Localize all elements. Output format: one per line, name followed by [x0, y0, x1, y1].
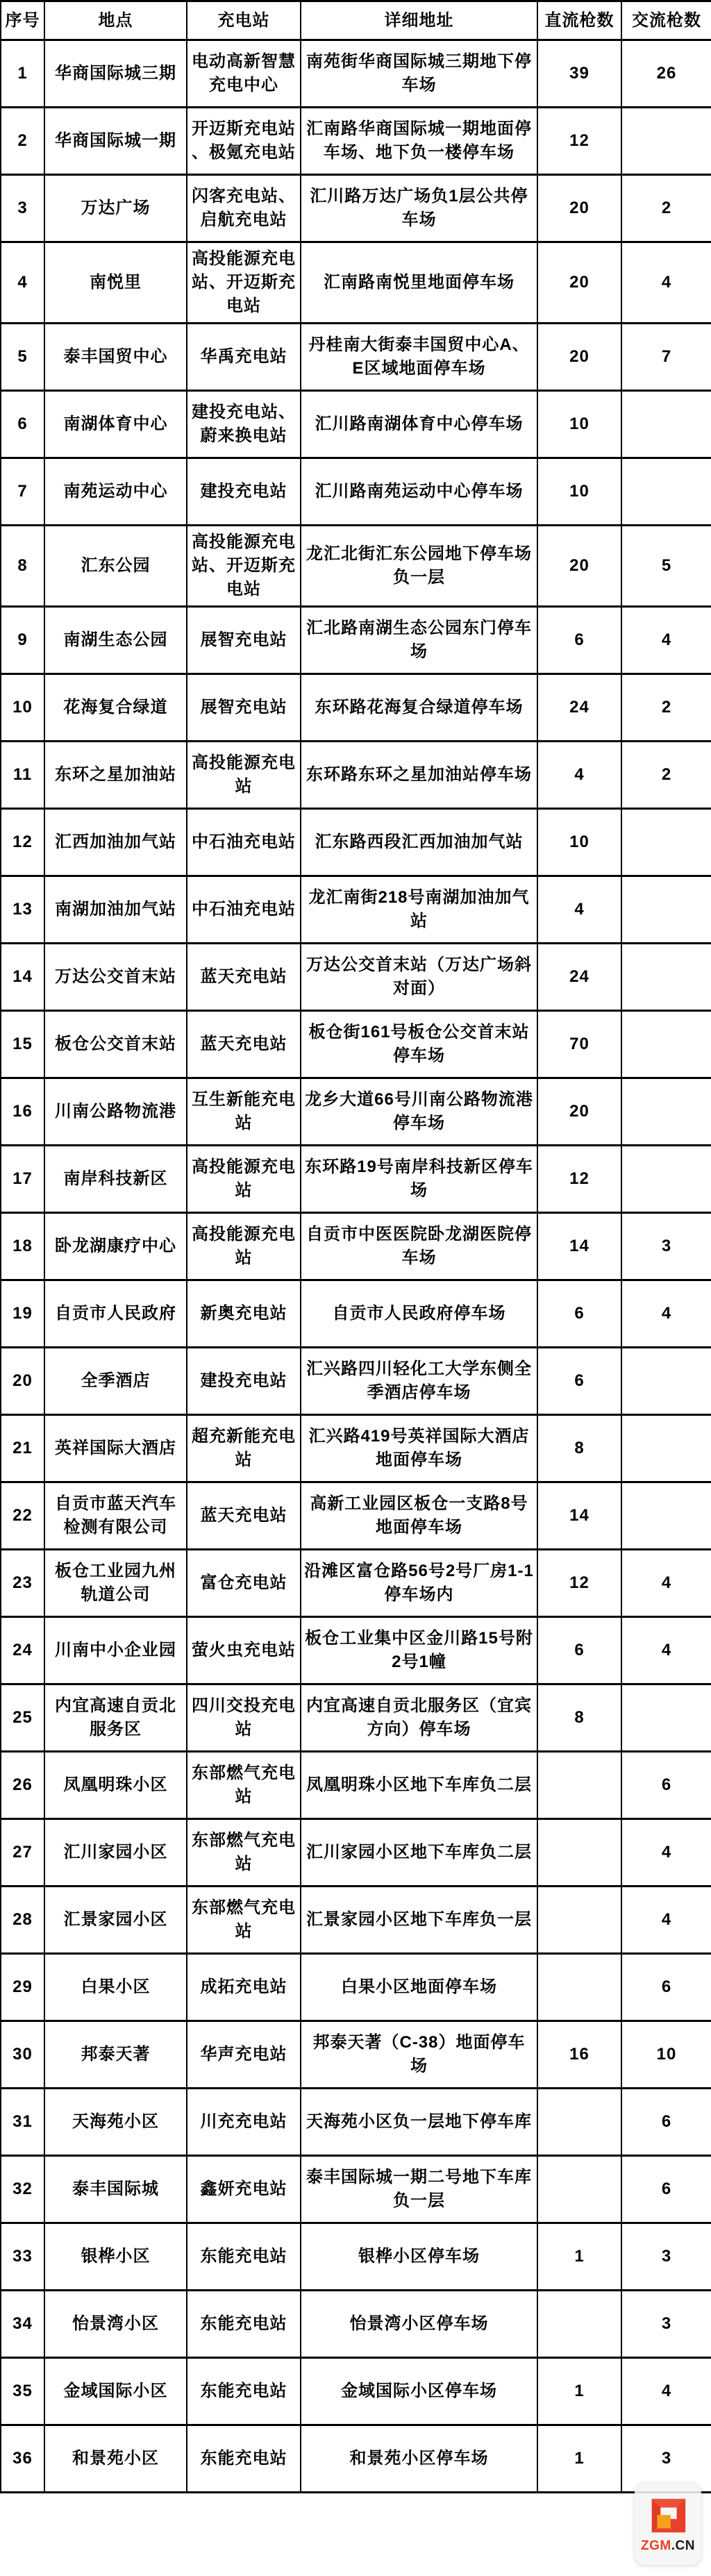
cell-ac-guns [621, 108, 711, 175]
cell-ac-guns: 6 [621, 2156, 711, 2223]
cell-ac-guns: 6 [621, 1752, 711, 1819]
cell-index: 31 [1, 2089, 44, 2156]
cell-index: 36 [1, 2425, 44, 2493]
cell-ac-guns [621, 1078, 711, 1146]
cell-station: 建投充电站、蔚来换电站 [187, 391, 301, 458]
cell-index: 4 [1, 242, 44, 324]
cell-dc-guns [537, 1954, 621, 2021]
cell-location: 万达广场 [44, 175, 187, 242]
col-header-ac-guns: 交流枪数 [621, 1, 711, 40]
cell-ac-guns: 3 [621, 1213, 711, 1280]
cell-dc-guns: 1 [537, 2223, 621, 2291]
cell-location: 全季酒店 [44, 1348, 187, 1415]
cell-address: 内宜高速自贡北服务区（宜宾方向）停车场 [301, 1684, 537, 1752]
cell-location: 南苑运动中心 [44, 458, 187, 526]
cell-station: 川充充电站 [187, 2089, 301, 2156]
cell-station: 华声充电站 [187, 2021, 301, 2089]
cell-ac-guns [621, 876, 711, 944]
cell-station: 闪客充电站、启航充电站 [187, 175, 301, 242]
table-row [1, 1617, 711, 1684]
cell-location: 板仓公交首末站 [44, 1011, 187, 1078]
cell-location: 自贡市人民政府 [44, 1280, 187, 1348]
cell-dc-guns: 4 [537, 876, 621, 944]
table-row [1, 175, 711, 242]
zgm-logo-icon [646, 2495, 689, 2538]
cell-address: 板仓街161号板仓公交首末站停车场 [301, 1011, 537, 1078]
cell-location: 板仓工业园九州轨道公司 [44, 1550, 187, 1617]
cell-location: 汇川家园小区 [44, 1819, 187, 1887]
cell-index: 25 [1, 1684, 44, 1752]
table-row [1, 809, 711, 876]
table-row [1, 1954, 711, 2021]
cell-station: 东能充电站 [187, 2358, 301, 2425]
cell-location: 银桦小区 [44, 2223, 187, 2291]
cell-address: 板仓工业集中区金川路15号附2号1幢 [301, 1617, 537, 1684]
cell-address: 汇南路华商国际城一期地面停车场、地下负一楼停车场 [301, 108, 537, 175]
cell-location: 泰丰国贸中心 [44, 324, 187, 391]
cell-station: 展智充电站 [187, 674, 301, 742]
cell-location: 凤凰明珠小区 [44, 1752, 187, 1819]
cell-station: 高投能源充电站、开迈斯充电站 [187, 526, 301, 607]
cell-dc-guns: 10 [537, 458, 621, 526]
col-header-index: 序号 [1, 1, 44, 40]
cell-address: 凤凰明珠小区地下车库负二层 [301, 1752, 537, 1819]
cell-location: 卧龙湖康疗中心 [44, 1213, 187, 1280]
cell-address: 龙汇北街汇东公园地下停车场负一层 [301, 526, 537, 607]
cell-dc-guns: 8 [537, 1415, 621, 1482]
cell-station: 建投充电站 [187, 1348, 301, 1415]
cell-index: 6 [1, 391, 44, 458]
cell-ac-guns: 4 [621, 242, 711, 324]
cell-address: 汇川路南苑运动中心停车场 [301, 458, 537, 526]
cell-address: 怡景湾小区停车场 [301, 2291, 537, 2358]
table-row [1, 1819, 711, 1887]
cell-station: 四川交投充电站 [187, 1684, 301, 1752]
cell-station: 高投能源充电站、开迈斯充电站 [187, 242, 301, 324]
table-row [1, 2021, 711, 2089]
cell-station: 东部燃气充电站 [187, 1819, 301, 1887]
table-row [1, 40, 711, 108]
cell-location: 华商国际城一期 [44, 108, 187, 175]
cell-address: 自贡市中医医院卧龙湖医院停车场 [301, 1213, 537, 1280]
cell-station: 东能充电站 [187, 2291, 301, 2358]
table-row [1, 674, 711, 742]
cell-dc-guns [537, 2089, 621, 2156]
cell-location: 万达公交首末站 [44, 944, 187, 1011]
cell-location: 自贡市蓝天汽车检测有限公司 [44, 1482, 187, 1550]
cell-address: 自贡市人民政府停车场 [301, 1280, 537, 1348]
cell-dc-guns: 20 [537, 324, 621, 391]
cell-address: 汇北路南湖生态公园东门停车场 [301, 607, 537, 674]
cell-station: 新奥充电站 [187, 1280, 301, 1348]
cell-index: 1 [1, 40, 44, 108]
table-row [1, 2089, 711, 2156]
table-row [1, 458, 711, 526]
cell-location: 南湖生态公园 [44, 607, 187, 674]
table-row [1, 876, 711, 944]
cell-ac-guns: 6 [621, 1954, 711, 2021]
cell-index: 21 [1, 1415, 44, 1482]
cell-ac-guns: 3 [621, 2291, 711, 2358]
cell-address: 和景苑小区停车场 [301, 2425, 537, 2493]
cell-address: 银桦小区停车场 [301, 2223, 537, 2291]
cell-index: 32 [1, 2156, 44, 2223]
cell-address: 汇南路南悦里地面停车场 [301, 242, 537, 324]
cell-index: 30 [1, 2021, 44, 2089]
table-row [1, 1280, 711, 1348]
cell-station: 蓝天充电站 [187, 1011, 301, 1078]
cell-index: 12 [1, 809, 44, 876]
cell-station: 高投能源充电站 [187, 1213, 301, 1280]
cell-dc-guns: 6 [537, 607, 621, 674]
cell-station: 展智充电站 [187, 607, 301, 674]
cell-station: 互生新能充电站 [187, 1078, 301, 1146]
cell-station: 中石油充电站 [187, 809, 301, 876]
cell-location: 白果小区 [44, 1954, 187, 2021]
cell-location: 南湖加油加气站 [44, 876, 187, 944]
cell-address: 东环路19号南岸科技新区停车场 [301, 1146, 537, 1213]
table-row [1, 108, 711, 175]
cell-address: 天海苑小区负一层地下停车库 [301, 2089, 537, 2156]
cell-ac-guns [621, 1146, 711, 1213]
cell-index: 35 [1, 2358, 44, 2425]
cell-location: 邦泰天著 [44, 2021, 187, 2089]
cell-station: 蓝天充电站 [187, 944, 301, 1011]
cell-location: 东环之星加油站 [44, 742, 187, 809]
cell-address: 龙乡大道66号川南公路物流港停车场 [301, 1078, 537, 1146]
cell-index: 15 [1, 1011, 44, 1078]
cell-index: 17 [1, 1146, 44, 1213]
cell-station: 东部燃气充电站 [187, 1752, 301, 1819]
cell-dc-guns: 24 [537, 674, 621, 742]
cell-location: 泰丰国际城 [44, 2156, 187, 2223]
cell-address: 汇川路万达广场负1层公共停车场 [301, 175, 537, 242]
table-row [1, 391, 711, 458]
cell-dc-guns: 6 [537, 1280, 621, 1348]
cell-dc-guns [537, 1752, 621, 1819]
cell-dc-guns: 12 [537, 108, 621, 175]
cell-ac-guns: 2 [621, 175, 711, 242]
cell-ac-guns [621, 1684, 711, 1752]
cell-address: 泰丰国际城一期二号地下车库负一层 [301, 2156, 537, 2223]
cell-address: 汇兴路四川轻化工大学东侧全季酒店停车场 [301, 1348, 537, 1415]
table-row [1, 1415, 711, 1482]
cell-index: 29 [1, 1954, 44, 2021]
table-row [1, 742, 711, 809]
cell-dc-guns [537, 2291, 621, 2358]
cell-address: 东环路东环之星加油站停车场 [301, 742, 537, 809]
cell-location: 金域国际小区 [44, 2358, 187, 2425]
cell-location: 川南中小企业园 [44, 1617, 187, 1684]
cell-location: 怡景湾小区 [44, 2291, 187, 2358]
cell-index: 23 [1, 1550, 44, 1617]
cell-location: 华商国际城三期 [44, 40, 187, 108]
table-row [1, 1213, 711, 1280]
cell-address: 高新工业园区板仓一支路8号地面停车场 [301, 1482, 537, 1550]
cell-ac-guns [621, 458, 711, 526]
cell-station: 鑫妍充电站 [187, 2156, 301, 2223]
cell-address: 白果小区地面停车场 [301, 1954, 537, 2021]
cell-location: 南湖体育中心 [44, 391, 187, 458]
table-row [1, 1887, 711, 1954]
cell-station: 东能充电站 [187, 2425, 301, 2493]
cell-dc-guns: 1 [537, 2358, 621, 2425]
cell-dc-guns: 6 [537, 1348, 621, 1415]
cell-index: 13 [1, 876, 44, 944]
cell-dc-guns: 24 [537, 944, 621, 1011]
cell-index: 33 [1, 2223, 44, 2291]
cell-ac-guns: 6 [621, 2089, 711, 2156]
cell-dc-guns: 10 [537, 391, 621, 458]
table-row [1, 1146, 711, 1213]
cell-index: 10 [1, 674, 44, 742]
cell-index: 19 [1, 1280, 44, 1348]
cell-ac-guns [621, 944, 711, 1011]
table-row [1, 1011, 711, 1078]
cell-ac-guns: 4 [621, 1550, 711, 1617]
cell-index: 5 [1, 324, 44, 391]
cell-ac-guns: 4 [621, 2358, 711, 2425]
cell-index: 22 [1, 1482, 44, 1550]
cell-location: 英祥国际大酒店 [44, 1415, 187, 1482]
cell-index: 26 [1, 1752, 44, 1819]
cell-location: 南悦里 [44, 242, 187, 324]
cell-location: 汇西加油加气站 [44, 809, 187, 876]
cell-dc-guns: 6 [537, 1617, 621, 1684]
cell-station: 超充新能充电站 [187, 1415, 301, 1482]
cell-address: 汇川路南湖体育中心停车场 [301, 391, 537, 458]
table-row [1, 526, 711, 607]
col-header-address: 详细地址 [301, 1, 537, 40]
cell-location: 内宜高速自贡北服务区 [44, 1684, 187, 1752]
cell-address: 东环路花海复合绿道停车场 [301, 674, 537, 742]
table-row [1, 242, 711, 324]
table-body [1, 40, 711, 2493]
table-row [1, 1550, 711, 1617]
cell-dc-guns: 16 [537, 2021, 621, 2089]
table-row [1, 1752, 711, 1819]
cell-address: 汇景家园小区地下车库负一层 [301, 1887, 537, 1954]
cell-index: 28 [1, 1887, 44, 1954]
cell-ac-guns [621, 1415, 711, 1482]
table-row [1, 2223, 711, 2291]
table-row [1, 2291, 711, 2358]
cell-dc-guns: 20 [537, 242, 621, 324]
cell-station: 成拓充电站 [187, 1954, 301, 2021]
cell-address: 金域国际小区停车场 [301, 2358, 537, 2425]
cell-index: 3 [1, 175, 44, 242]
cell-dc-guns [537, 2156, 621, 2223]
table-row [1, 607, 711, 674]
watermark-badge [635, 2483, 701, 2565]
table-row [1, 1078, 711, 1146]
cell-index: 11 [1, 742, 44, 809]
cell-dc-guns: 12 [537, 1550, 621, 1617]
cell-station: 电动高新智慧充电中心 [187, 40, 301, 108]
header-row [1, 1, 711, 40]
cell-ac-guns: 2 [621, 742, 711, 809]
cell-index: 16 [1, 1078, 44, 1146]
cell-location: 汇东公园 [44, 526, 187, 607]
cell-ac-guns [621, 391, 711, 458]
cell-dc-guns: 10 [537, 809, 621, 876]
table-row [1, 944, 711, 1011]
cell-ac-guns: 7 [621, 324, 711, 391]
table-row [1, 1348, 711, 1415]
cell-index: 24 [1, 1617, 44, 1684]
cell-station: 富仓充电站 [187, 1550, 301, 1617]
cell-ac-guns [621, 1011, 711, 1078]
watermark-brand-dark: .CN [671, 2539, 695, 2553]
cell-dc-guns: 20 [537, 175, 621, 242]
col-header-station: 充电站 [187, 1, 301, 40]
cell-dc-guns: 20 [537, 1078, 621, 1146]
cell-ac-guns: 4 [621, 1887, 711, 1954]
cell-dc-guns: 14 [537, 1213, 621, 1280]
col-header-dc-guns: 直流枪数 [537, 1, 621, 40]
table-row [1, 2358, 711, 2425]
cell-index: 34 [1, 2291, 44, 2358]
cell-station: 开迈斯充电站、极氪充电站 [187, 108, 301, 175]
cell-index: 2 [1, 108, 44, 175]
cell-dc-guns: 8 [537, 1684, 621, 1752]
cell-ac-guns: 4 [621, 1617, 711, 1684]
cell-station: 中石油充电站 [187, 876, 301, 944]
cell-address: 汇兴路419号英祥国际大酒店地面停车场 [301, 1415, 537, 1482]
cell-dc-guns: 20 [537, 526, 621, 607]
cell-address: 南苑街华商国际城三期地下停车场 [301, 40, 537, 108]
cell-address: 沿滩区富仓路56号2号厂房1-1停车场内 [301, 1550, 537, 1617]
cell-station: 建投充电站 [187, 458, 301, 526]
cell-dc-guns: 14 [537, 1482, 621, 1550]
watermark-text [641, 2539, 695, 2553]
cell-location: 花海复合绿道 [44, 674, 187, 742]
cell-location: 川南公路物流港 [44, 1078, 187, 1146]
cell-ac-guns: 4 [621, 1819, 711, 1887]
cell-index: 7 [1, 458, 44, 526]
cell-index: 18 [1, 1213, 44, 1280]
cell-address: 汇川家园小区地下车库负二层 [301, 1819, 537, 1887]
cell-ac-guns [621, 1348, 711, 1415]
cell-dc-guns: 12 [537, 1146, 621, 1213]
col-header-location: 地点 [44, 1, 187, 40]
cell-address: 丹桂南大街泰丰国贸中心A、E区域地面停车场 [301, 324, 537, 391]
cell-dc-guns: 70 [537, 1011, 621, 1078]
cell-location: 南岸科技新区 [44, 1146, 187, 1213]
cell-index: 20 [1, 1348, 44, 1415]
cell-dc-guns [537, 1887, 621, 1954]
cell-ac-guns: 10 [621, 2021, 711, 2089]
cell-dc-guns: 39 [537, 40, 621, 108]
cell-address: 万达公交首末站（万达广场斜对面） [301, 944, 537, 1011]
cell-dc-guns: 4 [537, 742, 621, 809]
cell-station: 华禹充电站 [187, 324, 301, 391]
cell-ac-guns: 4 [621, 607, 711, 674]
cell-ac-guns: 2 [621, 674, 711, 742]
cell-address: 龙汇南街218号南湖加油加气站 [301, 876, 537, 944]
cell-ac-guns: 5 [621, 526, 711, 607]
cell-location: 汇景家园小区 [44, 1887, 187, 1954]
cell-ac-guns: 3 [621, 2425, 711, 2493]
cell-location: 和景苑小区 [44, 2425, 187, 2493]
cell-ac-guns: 26 [621, 40, 711, 108]
watermark-brand-red: ZGM [641, 2539, 671, 2553]
cell-ac-guns: 4 [621, 1280, 711, 1348]
cell-index: 14 [1, 944, 44, 1011]
table-row [1, 2425, 711, 2493]
cell-station: 东部燃气充电站 [187, 1887, 301, 1954]
cell-location: 天海苑小区 [44, 2089, 187, 2156]
table-row [1, 1684, 711, 1752]
cell-index: 8 [1, 526, 44, 607]
cell-station: 蓝天充电站 [187, 1482, 301, 1550]
table-row [1, 324, 711, 391]
cell-ac-guns [621, 1482, 711, 1550]
cell-station: 高投能源充电站 [187, 1146, 301, 1213]
table-row [1, 1482, 711, 1550]
cell-index: 27 [1, 1819, 44, 1887]
cell-dc-guns: 1 [537, 2425, 621, 2493]
cell-dc-guns [537, 1819, 621, 1887]
cell-station: 萤火虫充电站 [187, 1617, 301, 1684]
cell-ac-guns [621, 809, 711, 876]
table-row [1, 2156, 711, 2223]
cell-station: 东能充电站 [187, 2223, 301, 2291]
cell-address: 汇东路西段汇西加油加气站 [301, 809, 537, 876]
cell-address: 邦泰天著（C-38）地面停车场 [301, 2021, 537, 2089]
cell-index: 9 [1, 607, 44, 674]
cell-ac-guns: 3 [621, 2223, 711, 2291]
cell-station: 高投能源充电站 [187, 742, 301, 809]
